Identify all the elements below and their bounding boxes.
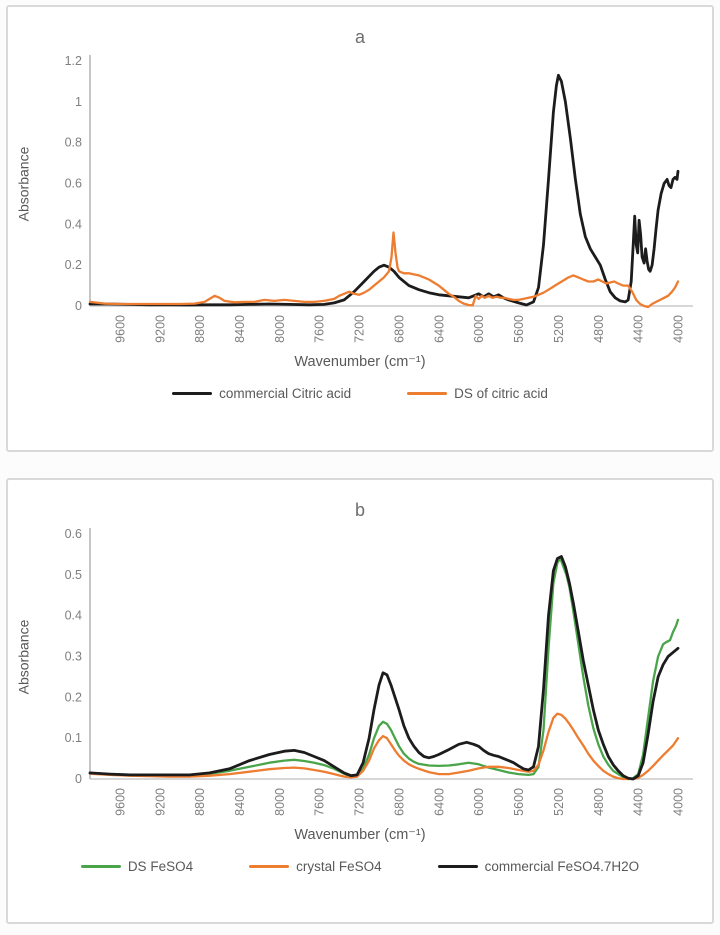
legend-item [407, 386, 548, 401]
legend-item [249, 859, 382, 874]
y-tick-label: 0.1 [64, 731, 82, 746]
legend-line-swatch [249, 865, 289, 868]
x-tick-label: 4400 [631, 315, 646, 343]
chart-b-y-axis-title [10, 534, 36, 779]
legend-label: commercial Citric acid [219, 386, 352, 401]
y-tick-label: 0.6 [64, 527, 82, 541]
x-tick-label: 5200 [551, 315, 566, 343]
y-tick-label: 0 [75, 772, 82, 786]
x-tick-label: 4000 [671, 788, 686, 816]
x-tick-label: 5200 [551, 788, 566, 816]
y-axis-title-text: Absorbance [15, 619, 31, 694]
y-axis-title-text: Absorbance [15, 146, 31, 221]
series-line [90, 559, 678, 780]
x-tick-label: 8000 [272, 315, 287, 343]
legend-line-swatch [407, 392, 447, 395]
x-tick-label: 8800 [193, 315, 208, 343]
y-tick-label: 1 [75, 94, 82, 109]
x-tick-label: 5600 [512, 788, 527, 816]
chart-b-legend [8, 859, 712, 874]
x-tick-label: 7200 [352, 315, 367, 343]
chart-b-x-axis-title: Wavenumber (cm⁻¹) [294, 827, 426, 843]
legend-label: commercial FeSO4.7H2O [484, 859, 640, 874]
chart-a-body [8, 51, 712, 353]
y-tick-label: 0 [75, 299, 82, 313]
legend-item [81, 859, 193, 874]
x-tick-label: 4800 [591, 315, 606, 343]
chart-a-legend [8, 386, 712, 401]
x-tick-label: 7200 [352, 788, 367, 816]
x-tick-label: 6800 [392, 788, 407, 816]
y-tick-label: 0.5 [64, 567, 82, 582]
x-tick-label: 4400 [631, 788, 646, 816]
chart-panel-a [6, 5, 714, 452]
y-tick-label: 0.4 [64, 217, 82, 232]
chart-b-title: b [354, 500, 365, 520]
x-tick-label: 6400 [432, 315, 447, 343]
legend-line-swatch [81, 865, 121, 868]
chart-a-plot-canvas [38, 51, 698, 353]
series-line [90, 557, 678, 780]
x-tick-label: 8400 [233, 315, 247, 343]
y-tick-label: 0.6 [64, 176, 82, 191]
x-tick-label: 9200 [153, 315, 168, 343]
x-tick-label: 6800 [392, 315, 407, 343]
x-tick-label: 7600 [312, 788, 327, 816]
y-tick-label: 0.3 [64, 649, 82, 664]
x-tick-label: 7600 [312, 315, 327, 343]
x-tick-label: 6400 [432, 788, 447, 816]
x-tick-label: 8000 [272, 788, 287, 816]
x-tick-label: 9200 [153, 788, 168, 816]
x-tick-label: 9600 [113, 788, 128, 816]
legend-item [438, 859, 640, 874]
chart-b-body [8, 524, 712, 826]
chart-panel-b [6, 478, 714, 924]
chart-b-plot-canvas [38, 524, 698, 826]
x-tick-label: 9600 [113, 315, 128, 343]
legend-label: DS FeSO4 [127, 859, 194, 874]
series-line [90, 75, 678, 305]
chart-a-x-axis-title: Wavenumber (cm⁻¹) [294, 354, 426, 370]
x-tick-label: 4800 [591, 788, 606, 816]
x-tick-label: 6000 [472, 788, 487, 816]
x-tick-label: 5600 [512, 315, 527, 343]
chart-a-y-axis-title [10, 61, 36, 306]
legend-line-swatch [438, 865, 478, 868]
y-tick-label: 0.4 [64, 608, 82, 623]
x-tick-label: 8400 [233, 788, 247, 816]
legend-item [172, 386, 351, 401]
legend-label: crystal FeSO4 [296, 859, 382, 874]
series-line [90, 233, 678, 308]
x-tick-label: 8800 [193, 788, 208, 816]
y-tick-label: 1.2 [64, 54, 82, 68]
y-tick-label: 0.8 [64, 135, 82, 150]
x-tick-label: 6000 [472, 315, 487, 343]
chart-a-title: a [354, 27, 365, 47]
legend-label: DS of citric acid [454, 386, 548, 401]
y-tick-label: 0.2 [64, 690, 82, 705]
y-tick-label: 0.2 [64, 258, 82, 273]
legend-line-swatch [172, 392, 212, 395]
x-tick-label: 4000 [671, 315, 686, 343]
